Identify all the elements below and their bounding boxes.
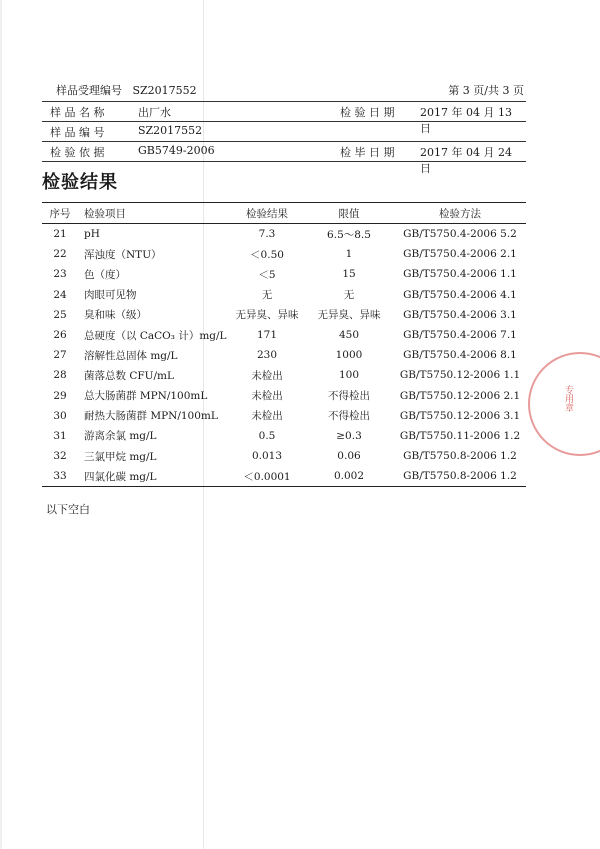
- cell-no: 26: [53, 329, 67, 342]
- basis-value: GB5749-2006: [138, 144, 215, 157]
- cell-limit: 不得检出: [328, 410, 370, 423]
- page-number: 第 3 页/共 3 页: [448, 84, 524, 97]
- cell-limit: 0.06: [337, 450, 361, 463]
- cell-result: ＜0.50: [250, 248, 284, 261]
- cell-limit: 450: [338, 329, 360, 342]
- info-divider: [42, 141, 526, 142]
- sample-name-value: 出厂水: [138, 106, 171, 119]
- inspect-date-value: 2017 年 04 月 13 日: [420, 106, 512, 135]
- cell-limit: 15: [342, 268, 356, 281]
- cell-method: GB/T5750.4-2006 4.1: [403, 288, 517, 301]
- section-title: 检验结果: [42, 172, 118, 193]
- cell-item: 浑浊度（NTU）: [84, 248, 162, 261]
- cell-limit: 无: [343, 289, 355, 302]
- table-row: [42, 466, 526, 487]
- table-row: [42, 365, 526, 385]
- cell-result: 0.5: [258, 429, 276, 442]
- cell-no: 33: [53, 470, 67, 483]
- table-header-row: [42, 203, 526, 224]
- cell-method: GB/T5750.12-2006 1.1: [399, 369, 521, 382]
- table-row: [42, 386, 526, 406]
- cell-item: 耐热大肠菌群 MPN/100mL: [84, 410, 218, 423]
- finish-date-value: 2017 年 04 月 24 日: [420, 146, 512, 175]
- cell-no: 24: [53, 288, 67, 301]
- cell-limit: 无异臭、异味: [317, 309, 381, 322]
- header-result: 检验结果: [246, 207, 288, 220]
- cell-limit: 不得检出: [328, 390, 370, 403]
- cell-no: 25: [53, 308, 67, 321]
- cell-method: GB/T5750.4-2006 1.1: [403, 268, 517, 281]
- cell-item: 三氯甲烷 mg/L: [84, 450, 157, 463]
- cell-item: 肉眼可见物: [84, 289, 137, 302]
- table-row: [42, 345, 526, 365]
- cell-method: GB/T5750.4-2006 3.1: [403, 308, 517, 321]
- table-row: [42, 244, 526, 264]
- cell-result: 无异臭、异味: [235, 309, 299, 322]
- cell-method: GB/T5750.4-2006 2.1: [403, 248, 517, 261]
- page-header: [42, 82, 526, 100]
- cell-result: 未检出: [251, 369, 283, 382]
- table-row: [42, 325, 526, 345]
- cell-no: 32: [53, 450, 67, 463]
- cell-limit: 1000: [335, 349, 363, 362]
- cell-no: 27: [53, 349, 67, 362]
- cell-result: 未检出: [251, 410, 283, 423]
- cell-item: 总硬度（以 CaCO₃ 计）mg/L: [84, 329, 227, 342]
- cell-item: 总大肠菌群 MPN/100mL: [84, 390, 208, 403]
- header-item: 检验项目: [84, 207, 126, 220]
- info-divider: [42, 161, 526, 162]
- cell-no: 28: [53, 369, 67, 382]
- info-row-sample-code: [42, 124, 526, 142]
- sample-name-label: 样 品 名 称: [50, 106, 105, 119]
- sample-number-field: [56, 82, 197, 98]
- inspect-date-label: 检 验 日 期: [340, 106, 395, 119]
- cell-no: 30: [53, 409, 67, 422]
- table-row: [42, 406, 526, 426]
- table-row: [42, 224, 526, 245]
- cell-item: 溶解性总固体 mg/L: [84, 349, 178, 362]
- cell-result: ＜5: [258, 268, 276, 281]
- cell-result: 230: [256, 349, 278, 362]
- cell-limit: 100: [338, 369, 360, 382]
- footer-note: 以下空白: [46, 503, 90, 516]
- cell-item: 游离余氯 mg/L: [84, 430, 157, 443]
- header-limit: 限值: [338, 207, 360, 220]
- table-row: [42, 446, 526, 466]
- cell-limit: 1: [345, 248, 353, 261]
- cell-no: 22: [53, 248, 67, 261]
- scan-edge: [0, 0, 2, 849]
- cell-no: 29: [53, 389, 67, 402]
- cell-result: 0.013: [251, 450, 283, 463]
- header-no: 序号: [49, 207, 71, 220]
- table-row: [42, 285, 526, 305]
- sample-code-label: 样 品 编 号: [50, 126, 105, 139]
- header-method: 检验方法: [439, 207, 481, 220]
- table-row: [42, 264, 526, 284]
- seal-text: 专用章: [563, 385, 573, 412]
- cell-method: GB/T5750.11-2006 1.2: [399, 429, 521, 442]
- sample-number-value: SZ2017552: [132, 84, 197, 97]
- sample-code-value: SZ2017552: [138, 124, 203, 137]
- cell-item: 菌落总数 CFU/mL: [84, 369, 174, 382]
- cell-item: 四氯化碳 mg/L: [84, 470, 157, 483]
- cell-item: 臭和味（级）: [84, 309, 147, 322]
- info-divider: [42, 121, 526, 122]
- table-row: [42, 426, 526, 446]
- cell-limit: ≥0.3: [336, 429, 362, 442]
- cell-no: 23: [53, 268, 67, 281]
- cell-result: 7.3: [258, 228, 276, 241]
- cell-limit: 0.002: [333, 470, 365, 483]
- info-row-basis: [42, 144, 526, 175]
- cell-method: GB/T5750.4-2006 8.1: [403, 349, 517, 362]
- cell-result: ＜0.0001: [243, 470, 291, 483]
- cell-method: GB/T5750.8-2006 1.2: [403, 470, 517, 483]
- basis-label: 检 验 依 据: [50, 146, 105, 159]
- finish-date-label: 检 毕 日 期: [340, 146, 395, 159]
- cell-result: 未检出: [251, 390, 283, 403]
- cell-method: GB/T5750.4-2006 7.1: [403, 329, 517, 342]
- cell-method: GB/T5750.12-2006 3.1: [399, 409, 521, 422]
- table-row: [42, 305, 526, 325]
- cell-result: 无: [261, 289, 273, 302]
- cell-method: GB/T5750.12-2006 2.1: [399, 389, 521, 402]
- cell-no: 21: [53, 228, 67, 241]
- sample-number-label: 样品受理编号: [56, 84, 122, 97]
- results-table: [42, 202, 526, 487]
- cell-no: 31: [53, 429, 67, 442]
- cell-item: 色（度）: [84, 268, 126, 281]
- header-divider: [42, 101, 526, 102]
- cell-method: GB/T5750.8-2006 1.2: [403, 450, 517, 463]
- cell-result: 171: [256, 329, 278, 342]
- cell-item: pH: [84, 228, 100, 241]
- cell-limit: 6.5～8.5: [327, 228, 371, 241]
- cell-method: GB/T5750.4-2006 5.2: [403, 228, 517, 241]
